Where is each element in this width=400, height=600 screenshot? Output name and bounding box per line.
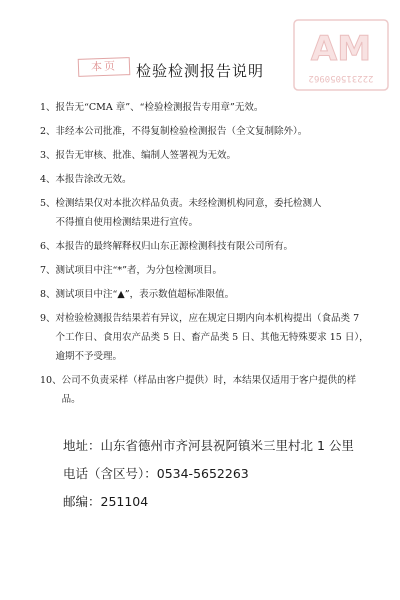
rule-text: 检测结果仅对本批次样品负责。未经检测机构同意，委托检测人 xyxy=(55,198,322,209)
rule-number: 5、 xyxy=(40,198,56,209)
rule-item xyxy=(40,194,370,232)
rule-text: 测试项目中注“▲”，表示数值超标准限值。 xyxy=(55,289,235,300)
rule-item xyxy=(40,237,370,256)
rule-text: 测试项目中注“*”者，为分包检测项目。 xyxy=(55,265,223,276)
rule-text: 公司不负责采样（样品由客户提供）时，本结果仅适用于客户提供的样品。 xyxy=(61,375,357,405)
rule-text: 报告无“CMA 章”、“检验检测报告专用章”无效。 xyxy=(55,102,264,113)
address-line: 地址：山东省德州市齐河县祝阿镇米三里村北 1 公里 xyxy=(63,438,354,453)
rule-text-continued: 不得擅自使用检测结果进行宣传。 xyxy=(55,217,199,228)
rule-text: 本报告的最终解释权归山东正源检测科技有限公司所有。 xyxy=(55,241,294,252)
rule-item xyxy=(40,122,370,141)
rule-text: 本报告涂改无效。 xyxy=(55,174,132,185)
phone-line: 电话（含区号）：0534-5652263 xyxy=(63,466,249,481)
page-title: 检验检测报告说明 xyxy=(135,62,264,80)
rule-text: 对检验检测报告结果若有异议，应在规定日期内向本机构提出（食品类 7 个工作日、食用农产品类 5 日、畜产品类 5 日、其他无特殊要求 15 日），逾期不予受理。 xyxy=(55,313,369,362)
contact-info xyxy=(63,432,383,516)
rule-item xyxy=(40,309,370,366)
rule-text-block xyxy=(56,194,370,232)
rule-number: 4、 xyxy=(40,174,56,185)
svg-text:AM: AM xyxy=(310,29,372,69)
copy-stamp: 本页 xyxy=(78,57,131,77)
rule-number: 10、 xyxy=(40,375,62,386)
svg-text:222315050962: 222315050962 xyxy=(308,73,374,83)
rule-number: 6、 xyxy=(40,241,56,252)
rule-number: 8、 xyxy=(40,289,56,300)
rule-item xyxy=(40,170,370,189)
postcode-line: 邮编：251104 xyxy=(63,494,149,509)
rules-list xyxy=(40,98,370,414)
rule-text: 非经本公司批准，不得复制检验检测报告（全文复制除外）。 xyxy=(55,126,308,137)
rule-item xyxy=(40,146,370,165)
rule-item xyxy=(40,98,370,117)
rule-number: 7、 xyxy=(40,265,56,276)
rule-item xyxy=(40,285,370,304)
rule-text: 报告无审核、批准、编制人签署视为无效。 xyxy=(55,150,237,161)
rule-item xyxy=(40,261,370,280)
rule-number: 9、 xyxy=(40,313,56,324)
rule-number: 2、 xyxy=(40,126,56,137)
rule-number: 1、 xyxy=(40,102,56,113)
rule-item xyxy=(40,371,370,409)
rule-number: 3、 xyxy=(40,150,56,161)
